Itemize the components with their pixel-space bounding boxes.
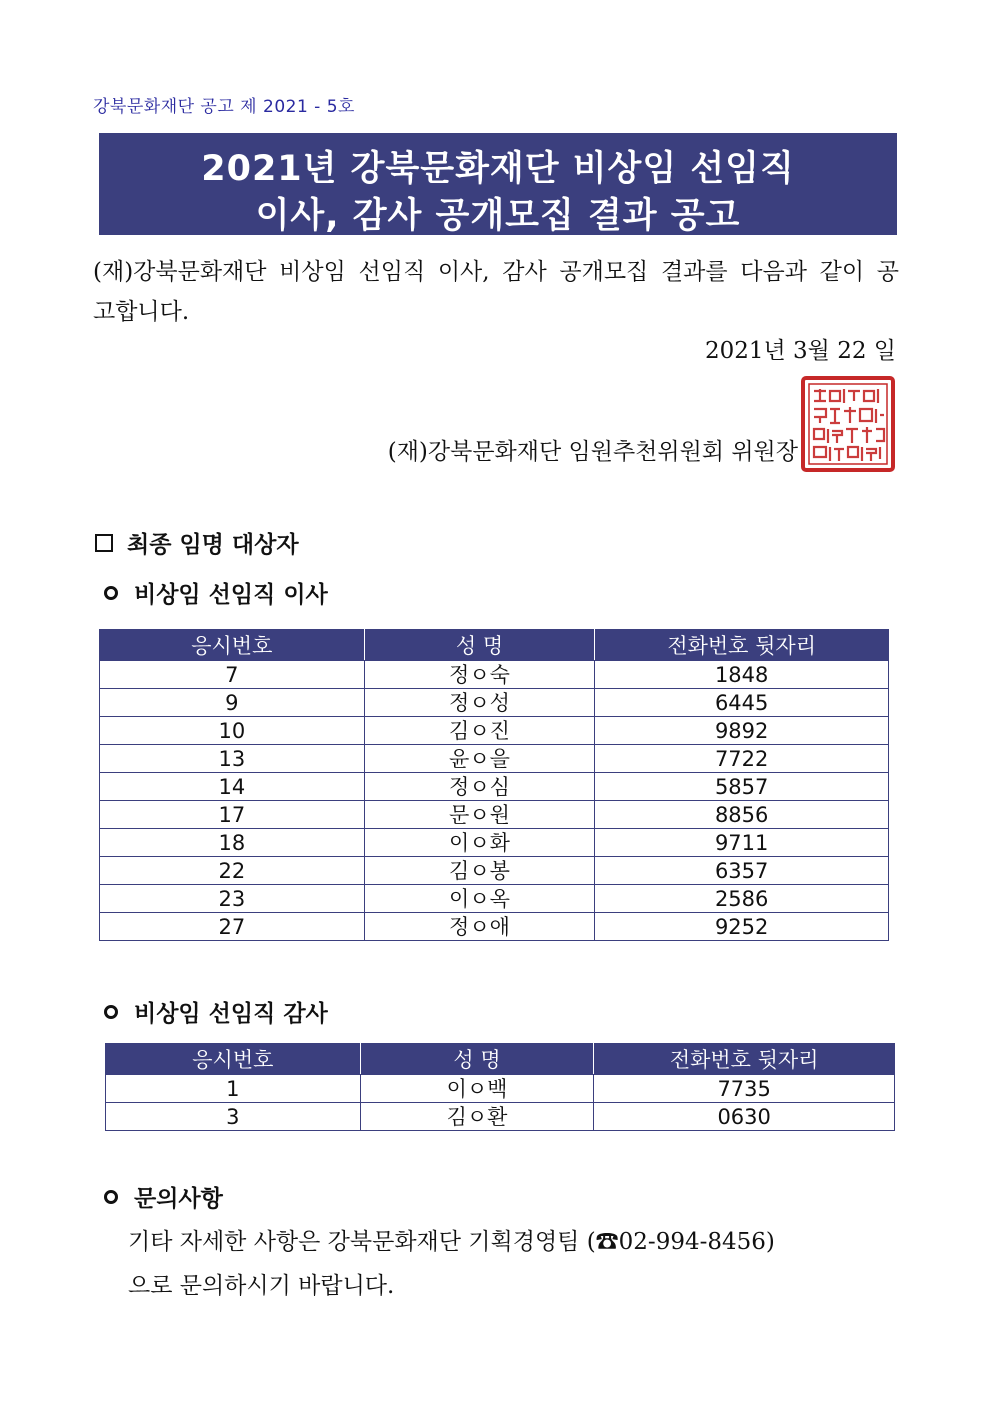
- phone-last-digits: 2586: [595, 885, 889, 913]
- section-final-appointees: [95, 526, 299, 559]
- applicant-number: 7: [100, 661, 365, 689]
- inquiry-heading: [104, 1180, 223, 1213]
- applicant-number: 14: [100, 773, 365, 801]
- committee-signature: (재)강북문화재단 임원추천위원회 위원장: [387, 439, 798, 465]
- column-header-phone-last-digits: 전화번호 뒷자리: [594, 1044, 895, 1075]
- applicant-number: 13: [100, 745, 365, 773]
- announcement-date: 2021년 3월 22 일: [704, 338, 896, 364]
- applicant-name: 정ㅇ숙: [364, 661, 595, 689]
- intro-paragraph: (재)강북문화재단 비상임 선임직 이사, 감사 공개모집 결과를 다음과 같이 공고합니다.: [93, 259, 899, 325]
- table-row: [100, 689, 889, 717]
- phone-last-digits: 1848: [595, 661, 889, 689]
- phone-last-digits: 6445: [595, 689, 889, 717]
- applicant-name: 이ㅇ백: [360, 1075, 594, 1103]
- table-row: [100, 913, 889, 941]
- applicant-number: 9: [100, 689, 365, 717]
- applicant-name: 김ㅇ진: [364, 717, 595, 745]
- section-title: 최종 임명 대상자: [127, 531, 299, 558]
- title-line-2: 이사, 감사 공개모집 결과 공고: [255, 196, 741, 236]
- applicant-name: 이ㅇ화: [364, 829, 595, 857]
- column-header-applicant-number: 응시번호: [100, 630, 365, 661]
- auditors-table: [105, 1043, 895, 1131]
- applicant-number: 10: [100, 717, 365, 745]
- phone-last-digits: 9252: [595, 913, 889, 941]
- applicant-number: 17: [100, 801, 365, 829]
- inquiry-line-2: 으로 문의하시기 바랍니다.: [128, 1273, 395, 1299]
- table-row: [100, 857, 889, 885]
- applicant-number: 27: [100, 913, 365, 941]
- inquiry-line-1: 기타 자세한 사항은 강북문화재단 기획경영팀 (☎02-994-8456): [128, 1229, 775, 1255]
- inquiry-text: [128, 1220, 888, 1308]
- directors-heading: [104, 576, 328, 609]
- table-row: [100, 773, 889, 801]
- circle-bullet-icon: [104, 1005, 118, 1019]
- auditors-heading-text: 비상임 선임직 감사: [134, 1000, 328, 1027]
- table-header-row: [106, 1044, 895, 1075]
- directors-heading-text: 비상임 선임직 이사: [134, 581, 328, 608]
- phone-last-digits: 0630: [594, 1103, 895, 1131]
- applicant-name: 김ㅇ환: [360, 1103, 594, 1131]
- table-header-row: [100, 630, 889, 661]
- table-row: [106, 1075, 895, 1103]
- applicant-number: 18: [100, 829, 365, 857]
- phone-last-digits: 5857: [595, 773, 889, 801]
- phone-last-digits: 9892: [595, 717, 889, 745]
- auditors-heading: [104, 995, 328, 1028]
- applicant-name: 정ㅇ심: [364, 773, 595, 801]
- applicant-name: 이ㅇ옥: [364, 885, 595, 913]
- circle-bullet-icon: [104, 586, 118, 600]
- applicant-name: 윤ㅇ을: [364, 745, 595, 773]
- table-row: [100, 661, 889, 689]
- column-header-name: 성 명: [360, 1044, 594, 1075]
- official-seal: [800, 375, 896, 473]
- phone-last-digits: 7735: [594, 1075, 895, 1103]
- square-bullet-icon: [95, 534, 113, 552]
- phone-last-digits: 6357: [595, 857, 889, 885]
- applicant-name: 정ㅇ애: [364, 913, 595, 941]
- title-line-1: 2021년 강북문화재단 비상임 선임직: [201, 149, 795, 189]
- applicant-name: 문ㅇ원: [364, 801, 595, 829]
- column-header-phone-last-digits: 전화번호 뒷자리: [595, 630, 889, 661]
- applicant-name: 김ㅇ봉: [364, 857, 595, 885]
- phone-last-digits: 7722: [595, 745, 889, 773]
- phone-last-digits: 8856: [595, 801, 889, 829]
- table-row: [100, 829, 889, 857]
- applicant-name: 정ㅇ성: [364, 689, 595, 717]
- applicant-number: 3: [106, 1103, 361, 1131]
- column-header-name: 성 명: [364, 630, 595, 661]
- table-row: [106, 1103, 895, 1131]
- table-row: [100, 885, 889, 913]
- table-row: [100, 717, 889, 745]
- phone-last-digits: 9711: [595, 829, 889, 857]
- table-row: [100, 801, 889, 829]
- column-header-applicant-number: 응시번호: [106, 1044, 361, 1075]
- inquiry-heading-text: 문의사항: [134, 1185, 223, 1212]
- notice-number: 강북문화재단 공고 제 2021 - 5호: [93, 97, 355, 117]
- applicant-number: 23: [100, 885, 365, 913]
- applicant-number: 1: [106, 1075, 361, 1103]
- applicant-number: 22: [100, 857, 365, 885]
- directors-table: [99, 629, 889, 941]
- table-row: [100, 745, 889, 773]
- page-title: [99, 133, 897, 235]
- circle-bullet-icon: [104, 1190, 118, 1204]
